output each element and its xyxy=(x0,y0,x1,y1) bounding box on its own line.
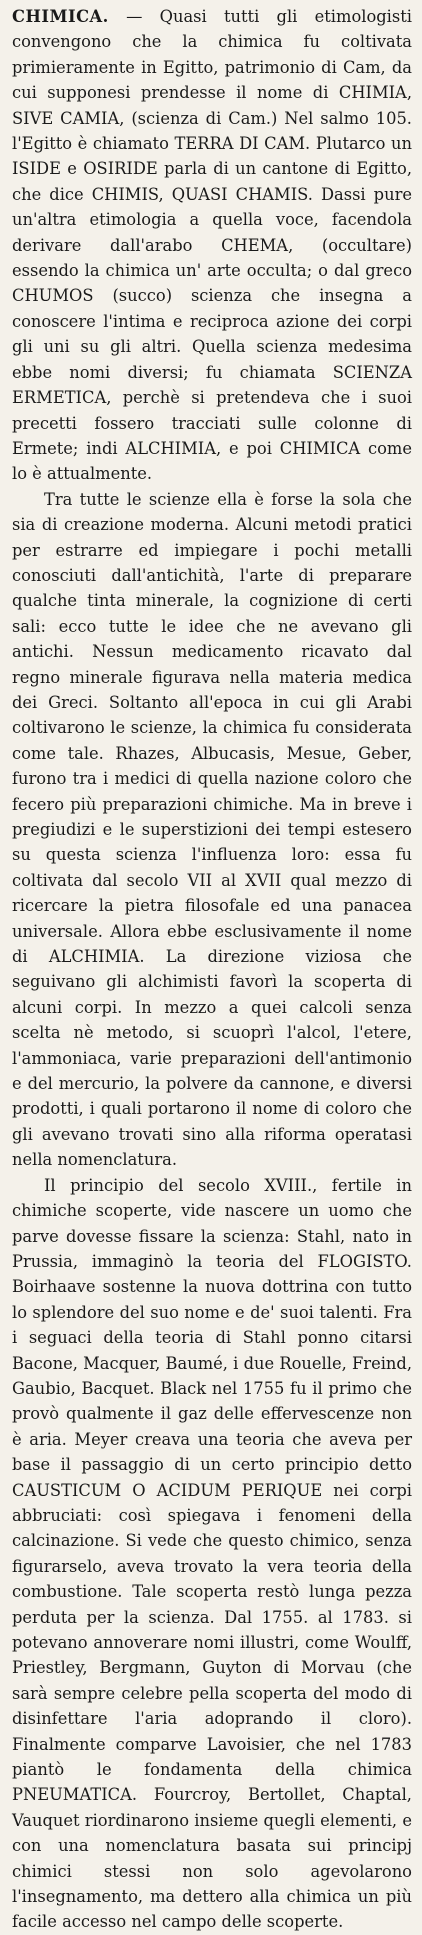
headword: CHIMICA. xyxy=(12,7,109,26)
paragraph-modern-chemistry: Il principio del secolo XVIII., fertile in chimiche scoperte, vide nascere un uomo che parve dovesse fissare la scienza: Stahl, nato in Prussia, immaginò la teoria del FLOGISTO. Boirhaave sostenne la nuova dottrina con tutto lo splendore del suo nome e de' suoi talenti. Fra i seguaci della teoria di Stahl ponno citarsi Bacone, Macquer, Baumé, i due Rouelle, Freind, Gaubio, Bacquet. Black nel 1755 fu il primo che provò qualmente il gaz delle effervescenze non è aria. Meyer creava una teoria che aveva per base il passaggio di un certo principio detto CAUSTICUM O ACIDUM PERIQUE nei corpi abbruciati: così spiegava i fenomeni della calcinazione. Si vede che questo chimico, senza figurarselo, aveva trovato la vera teoria della combustione. Tale scoperta restò lunga pezza perduta per la scienza. Dal 1755. al 1783. si potevano annoverare nomi illustri, come Woulff, Priestley, Bergmann, Guyton di Morvau (che sarà sempre celebre pella scoperta del modo di disinfettare l'aria adoprando il cloro). Finalmente comparve Lavoisier, che nel 1783 piantò le fondamenta della chimica PNEUMATICA. Fourcroy, Bertollet, Chaptal, Vauquet riordinarono insieme quegli elementi, e con una nomenclatura basata sui principj chimici stessi non solo agevolarono l'insegnamento, ma dettero alla chimica un più facile accesso nel campo delle scoperte. xyxy=(12,1175,412,1932)
paragraph-etymology-text: — Quasi tutti gli etimologisti convengono che la chimica fu coltivata primieramente in Egitto, patrimonio di Cam, da cui supponesi prendesse il nome di CHIMIA, SIVE CAMIA, (scienza di Cam.) Nel salmo 105. l'Egitto è chiamato TERRA DI CAM. Plutarco un ISIDE e OSIRIDE parla di un cantone di Egitto, che dice CHIMIS, QUASI CHAMIS. Dassi pure un'altra etimologia a quella voce, facendola derivare dall'arabo CHEMA, (occultare) essendo la chimica un' arte occulta; o dal greco CHUMOS (succo) scienza che insegna a conoscere l'intima e reciproca azione dei corpi gli uni su gli altri. Quella scienza medesima ebbe nomi diversi; fu chiamata SCIENZA ERMETICA, perchè si pretendeva che i suoi precetti fossero tracciati sulle colonne di Ermete; indi ALCHIMIA, e poi CHIMICA come lo è attualmente. xyxy=(12,7,412,484)
paragraph-history: Tra tutte le scienze ella è forse la sola che sia di creazione moderna. Alcuni metodi pratici per estrarre ed impiegare i pochi metalli conosciuti dall'antichità, l'arte di preparare qualche tinta minerale, la cognizione di certi sali: ecco tutte le idee che ne avevano gli antichi. Nessun medicamento ricavato dal regno minerale figurava nella materia medica dei Greci. Soltanto all'epoca in cui gli Arabi coltivarono le scienze, la chimica fu considerata come tale. Rhazes, Albucasis, Mesue, Geber, furono tra i medici di quella nazione coloro che fecero più preparazioni chimiche. Ma in breve i pregiudizi e le superstizioni dei tempi estesero su questa scienza l'influenza loro: essa fu coltivata dal secolo VII al XVII qual mezzo di ricercare la pietra filosofale ed una panacea universale. Allora ebbe esclusivamente il nome di ALCHIMIA. La direzione viziosa che seguivano gli alchimisti favorì la scoperta di alcuni corpi. In mezzo a quei calcoli senza scelta nè metodo, si scuoprì l'alcol, l'etere, l'ammoniaca, varie preparazioni dell'antimonio e del mercurio, la polvere da cannone, e diversi prodotti, i quali portarono il nome di coloro che gli avevano trovati sino alla riforma operatasi nella nomenclatura. xyxy=(12,489,412,1170)
paragraph-etymology xyxy=(12,4,412,487)
